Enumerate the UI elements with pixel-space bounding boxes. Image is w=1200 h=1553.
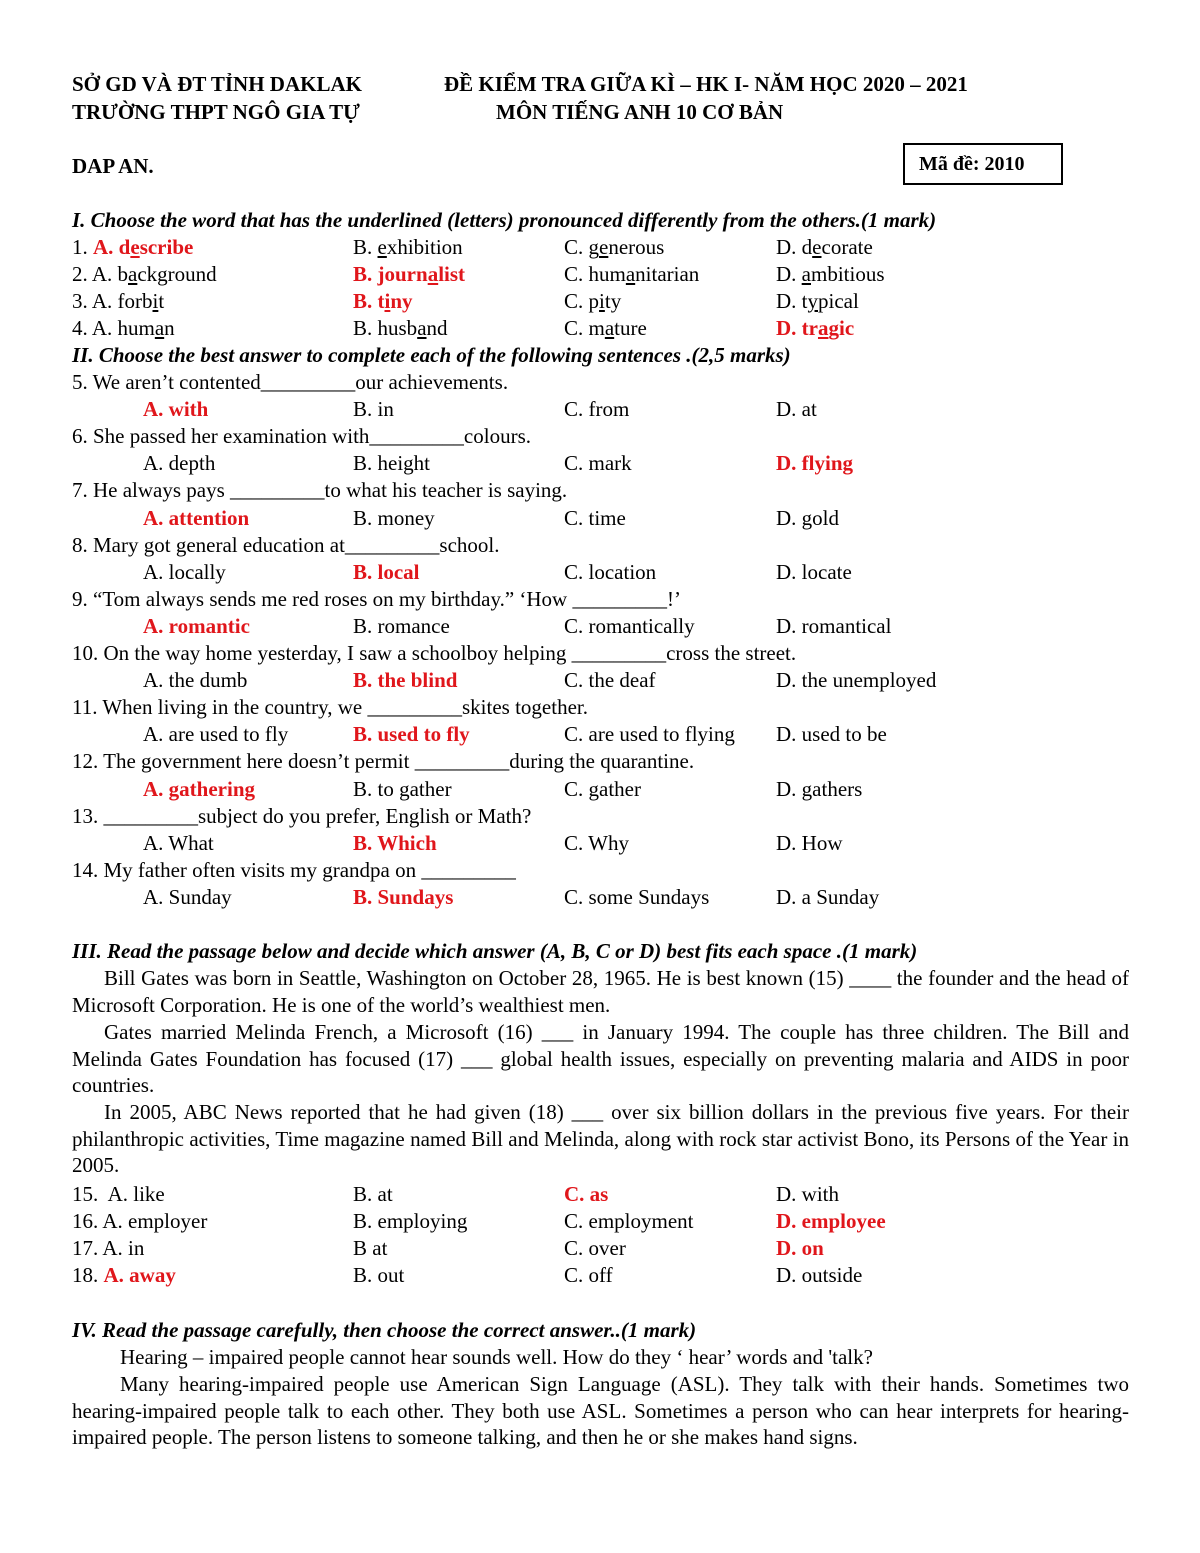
item-number: 15. bbox=[72, 1182, 108, 1206]
option-c: C. over bbox=[564, 1236, 626, 1260]
option-c: C. from bbox=[564, 397, 630, 422]
option-c: C. gather bbox=[564, 776, 641, 801]
option-c: C. location bbox=[564, 559, 657, 584]
option-c: C. are used to flying bbox=[564, 722, 735, 747]
question-options bbox=[72, 505, 1132, 532]
option-a: A. are used to fly bbox=[143, 722, 289, 747]
option-c: C. employment bbox=[564, 1209, 694, 1233]
option-d: D. outside bbox=[776, 1263, 863, 1287]
option-d: D. a Sunday bbox=[776, 884, 880, 909]
question-options bbox=[72, 450, 1132, 477]
option-a: A. like bbox=[107, 1182, 165, 1206]
s1-q1-option-d: D. decorate bbox=[776, 235, 873, 259]
option-c: C. the deaf bbox=[564, 668, 656, 693]
s1-q2-option-d: D. ambitious bbox=[776, 262, 885, 286]
s1-q4-option-c: C. mature bbox=[564, 316, 647, 340]
item-number: 18. bbox=[72, 1263, 104, 1287]
section-3-title: III. Read the passage below and decide which answer (A, B, C or D) best fits each space .(1 mark) bbox=[72, 939, 918, 963]
option-b: B. height bbox=[353, 451, 430, 476]
question-options bbox=[72, 721, 1132, 748]
option-a: A. employer bbox=[102, 1209, 208, 1233]
option-a: A. the dumb bbox=[143, 668, 248, 693]
question-stem: 9. “Tom always sends me red roses on my birthday.” ‘How _________!’ bbox=[72, 586, 681, 611]
option-b: B at bbox=[353, 1236, 388, 1260]
question-stem: 6. She passed her examination with_________colours. bbox=[72, 424, 532, 449]
option-c: C. some Sundays bbox=[564, 884, 710, 909]
question-options bbox=[72, 776, 1132, 803]
option-b: B. out bbox=[353, 1263, 405, 1287]
dept-name: SỞ GD VÀ ĐT TỈNH DAKLAK bbox=[72, 72, 362, 96]
s1-row-2 bbox=[72, 261, 1132, 288]
option-b: B. employing bbox=[353, 1209, 468, 1233]
option-a: A. romantic bbox=[143, 613, 250, 638]
option-b: B. Which bbox=[353, 830, 437, 855]
option-a: A. with bbox=[143, 397, 209, 422]
s1-q1-option-c: C. generous bbox=[564, 235, 665, 259]
question-stem: 5. We aren’t contented_________our achievements. bbox=[72, 370, 509, 394]
section-2-title: II. Choose the best answer to complete each of the following sentences .(2,5 marks) bbox=[72, 343, 791, 367]
option-c: C. romantically bbox=[564, 613, 695, 638]
option-d: D. flying bbox=[776, 451, 854, 476]
option-b: B. in bbox=[353, 397, 394, 422]
option-c: C. Why bbox=[564, 830, 629, 855]
option-a: A. locally bbox=[143, 559, 226, 584]
question-options bbox=[72, 830, 1132, 857]
passage-options-row bbox=[72, 1235, 1132, 1262]
option-d: D. employee bbox=[776, 1209, 886, 1233]
option-d: D. locate bbox=[776, 559, 852, 584]
option-c: C. mark bbox=[564, 451, 632, 476]
option-c: C. time bbox=[564, 505, 626, 530]
option-a: A. gathering bbox=[143, 776, 255, 801]
option-b: B. money bbox=[353, 505, 435, 530]
s4-paragraph-1: Hearing – impaired people cannot hear sounds well. How do they ‘ hear’ words and 'talk? bbox=[120, 1345, 873, 1369]
answer-key-label: DAP AN. bbox=[72, 154, 154, 178]
question-options bbox=[72, 667, 1132, 694]
s3-paragraph-1: Bill Gates was born in Seattle, Washington on October 28, 1965. He is best known (15) ____ the founder and the head of Microsoft Corporation. He is one of the world’s wealthiest men. bbox=[72, 966, 1129, 1017]
s3-paragraph-3: In 2005, ABC News reported that he had given (18) ___ over six billion dollars in the previous five years. For their philanthropic activities, Time magazine named Bill and Melinda, along with rock star activist Bono, its Persons of the Year in 2005. bbox=[72, 1100, 1129, 1178]
option-b: B. at bbox=[353, 1182, 393, 1206]
option-d: D. gathers bbox=[776, 776, 863, 801]
option-d: D. used to be bbox=[776, 722, 887, 747]
option-d: D. romantical bbox=[776, 613, 892, 638]
option-a-cell bbox=[72, 1235, 144, 1262]
s1-q1-option-b: B. exhibition bbox=[353, 235, 463, 259]
s1-q1-option-a: 1. A. describe bbox=[72, 235, 194, 259]
option-b: B. the blind bbox=[353, 668, 458, 693]
question-stem: 11. When living in the country, we _________skites together. bbox=[72, 695, 588, 720]
question-stem: 13. _________subject do you prefer, English or Math? bbox=[72, 803, 532, 828]
question-options bbox=[72, 396, 1132, 423]
s3-paragraph-2: Gates married Melinda French, a Microsoft (16) ___ in January 1994. The couple has three children. The Bill and Melinda Gates Foundation has focused (17) ___ global health issues, especially on preventing malaria and AIDS in poor countries. bbox=[72, 1020, 1129, 1098]
option-c: C. off bbox=[564, 1263, 613, 1287]
option-d: D. How bbox=[776, 830, 843, 855]
option-a: A. attention bbox=[143, 505, 250, 530]
section-1-title: I. Choose the word that has the underlined (letters) pronounced differently from the others.(1 mark) bbox=[72, 208, 937, 232]
s1-q3-option-a: 3. A. forbit bbox=[72, 289, 165, 313]
subject-title: MÔN TIẾNG ANH 10 CƠ BẢN bbox=[496, 100, 784, 124]
section-4-title: IV. Read the passage carefully, then choose the correct answer..(1 mark) bbox=[72, 1318, 697, 1342]
item-number: 17. bbox=[72, 1236, 103, 1260]
s1-q2-option-b: B. journalist bbox=[353, 262, 466, 286]
question-options bbox=[72, 884, 1132, 911]
option-b: B. to gather bbox=[353, 776, 452, 801]
question-options bbox=[72, 613, 1132, 640]
option-a: A. What bbox=[143, 830, 214, 855]
option-b: B. used to fly bbox=[353, 722, 470, 747]
option-a: A. away bbox=[103, 1263, 176, 1287]
s1-q3-option-d: D. typical bbox=[776, 289, 859, 313]
question-stem: 12. The government here doesn’t permit _________during the quarantine. bbox=[72, 749, 695, 774]
item-number: 16. bbox=[72, 1209, 103, 1233]
option-d: D. on bbox=[776, 1236, 824, 1260]
s4-paragraph-2: Many hearing-impaired people use American Sign Language (ASL). They talk with their hands. Sometimes two hearing-impaired people talk to each other. They both use ASL. Sometimes a person who can hear interprets for hearing-impaired people. The person listens to someone talking, and then he or she makes hand signs. bbox=[72, 1372, 1129, 1450]
option-d: D. with bbox=[776, 1182, 839, 1206]
option-a: A. in bbox=[102, 1236, 145, 1260]
question-stem: 7. He always pays _________to what his teacher is saying. bbox=[72, 478, 568, 503]
option-a: A. Sunday bbox=[143, 884, 232, 909]
option-b: B. Sundays bbox=[353, 884, 454, 909]
option-b: B. local bbox=[353, 559, 420, 584]
option-a: A. depth bbox=[143, 451, 216, 476]
passage-options-row bbox=[72, 1181, 1132, 1208]
option-d: D. the unemployed bbox=[776, 668, 937, 693]
s1-q2-option-c: C. humanitarian bbox=[564, 262, 700, 286]
exam-title: ĐỀ KIỂM TRA GIỮA KÌ – HK I- NĂM HỌC 2020 – 2021 bbox=[444, 72, 968, 96]
option-a-cell bbox=[72, 1208, 207, 1235]
option-b: B. romance bbox=[353, 613, 450, 638]
s1-q3-option-b: B. tiny bbox=[353, 289, 413, 313]
option-c: C. as bbox=[564, 1182, 609, 1206]
question-stem: 10. On the way home yesterday, I saw a schoolboy helping _________cross the street. bbox=[72, 641, 797, 665]
question-stem: 14. My father often visits my grandpa on _________ bbox=[72, 857, 516, 882]
question-stem: 8. Mary got general education at_________school. bbox=[72, 532, 500, 557]
school-name: TRƯỜNG THPT NGÔ GIA TỰ bbox=[72, 100, 360, 124]
option-a-cell bbox=[72, 1181, 165, 1208]
passage-options-row bbox=[72, 1262, 1132, 1289]
s1-q4-option-b: B. husband bbox=[353, 316, 448, 340]
passage-options-row bbox=[72, 1208, 1132, 1235]
s1-row-3 bbox=[72, 288, 1132, 315]
s1-q3-option-c: C. pity bbox=[564, 289, 622, 313]
option-d: D. at bbox=[776, 397, 817, 422]
option-a-cell bbox=[72, 1262, 176, 1289]
exam-code-box: Mã đề: 2010 bbox=[903, 143, 1063, 185]
s1-q4-option-a: 4. A. human bbox=[72, 316, 175, 340]
s1-row-4 bbox=[72, 315, 1132, 342]
s1-q4-option-d: D. tragic bbox=[776, 316, 855, 340]
s1-row-1 bbox=[72, 234, 1132, 261]
question-options bbox=[72, 559, 1132, 586]
s1-q2-option-a: 2. A. background bbox=[72, 262, 217, 286]
option-d: D. gold bbox=[776, 505, 839, 530]
